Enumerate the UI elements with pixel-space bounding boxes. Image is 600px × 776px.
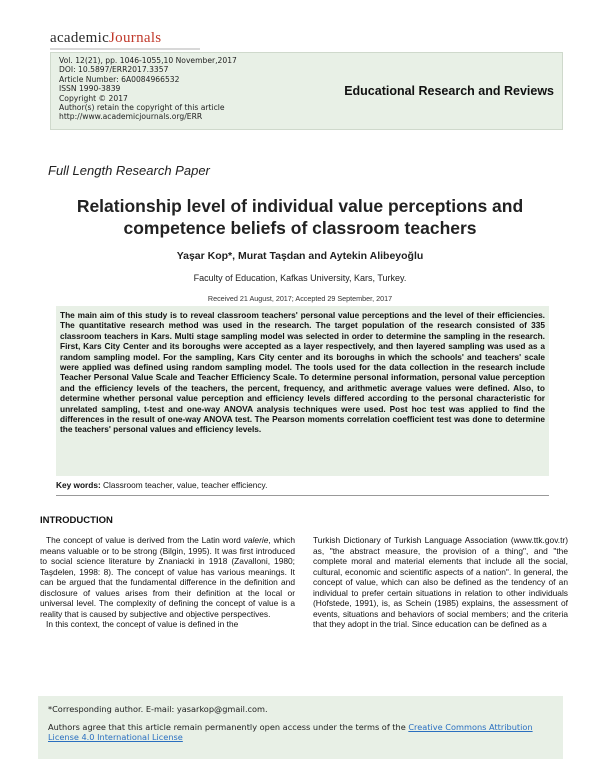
- journal-logo: [50, 30, 161, 47]
- paper-title: Relationship level of individual value perceptions and competence beliefs of classroom teachers: [76, 196, 524, 238]
- meta-rights: Author(s) retain the copyright of this article: [59, 103, 225, 113]
- keywords: [56, 480, 267, 490]
- meta-url[interactable]: http://www.academicjournals.org/ERR: [59, 112, 203, 122]
- logo-prefix: academic: [50, 30, 110, 46]
- intro-p1-italic: valerie: [243, 535, 269, 545]
- meta-article-number: Article Number: 6A0084966532: [59, 74, 180, 84]
- license-notice: [48, 722, 553, 742]
- meta-volume: Vol. 12(21), pp. 1046-1055,10 November,2017: [59, 56, 237, 65]
- corresponding-author: *Corresponding author. E-mail: yasarkop@gmail.com.: [48, 704, 268, 714]
- journal-name: Educational Research and Reviews: [344, 84, 554, 98]
- meta-copyright: Copyright © 2017: [59, 93, 128, 103]
- keywords-divider: [56, 495, 549, 496]
- authors: Yaşar Kop*, Murat Taşdan and Aytekin Alibeyoğlu: [176, 250, 424, 262]
- affiliation: Faculty of Education, Kafkas University, Kars, Turkey.: [193, 273, 407, 283]
- article-meta: [59, 56, 237, 122]
- introduction-heading: INTRODUCTION: [40, 515, 113, 526]
- meta-doi: DOI: 10.5897/ERR2017.3357: [59, 65, 169, 75]
- intro-right-column: [313, 535, 568, 630]
- logo-underline: [50, 48, 200, 50]
- logo-suffix: Journals: [109, 30, 162, 46]
- paper-type: Full Length Research Paper: [48, 163, 210, 178]
- intro-p1-end: , which means valuable or to be strong (Bilgin, 1995). It was first introduced to social science literature by Znaniacki in 1918 (Zavalloni, 1980; Taşdelen, 1998: 8). The concept of value has various meanings. It can be argued that the fundamental difference in the definition and disclosure of values arises from their definition at the local or universal level. The complexity of defining the concept of value is a reality that is caused by subjective and objective perspectives.: [40, 535, 295, 619]
- abstract-text: The main aim of this study is to reveal classroom teachers' personal value perceptions and the level of their efficiencies. The quantitative research method was used in the research. The target population of the research consisted of 335 classroom teachers in Kars. Multi stage sampling model was selected in order to determine the sampling in the research. First, Kars City Center and its boroughs were accepted as a layer respectively, and then layered sampling was used as a random sampling model. For the sampling, Kars City center and its boroughs in which the schools' and teachers' scale were applied was defined using random sampling model. The tools used for the data collection in the research include Teacher Personal Value Scale and Teacher Efficiency Scale. To determine personal information, personal value perception and the efficiency levels of the teachers, the percent, frequency, and arithmetic average values were defined. Also, to determine whether personal value perception and efficiency levels differed according to the personal characteristic for unrelated sampling, t-test and one-way ANOVA analysis techniques were used. Post hoc test was applied to find the differences in the result of one-way ANOVA test. The Pearson moments correlation coefficient test was done to determine the teachers' personal values and efficiency levels.: [60, 310, 545, 435]
- keywords-list: Classroom teacher, value, teacher efficiency.: [103, 480, 268, 490]
- license-text: Authors agree that this article remain permanently open access under the terms of the: [48, 722, 409, 732]
- intro-paragraph-1: [40, 535, 295, 619]
- meta-issn: ISSN 1990-3839: [59, 84, 121, 94]
- abstract-box: [56, 306, 549, 476]
- keywords-label: Key words:: [56, 480, 101, 490]
- license-link[interactable]: Creative Commons Attribution License 4.0 International License: [48, 722, 533, 742]
- journal-header-box: [50, 52, 563, 130]
- received-dates: Received 21 August, 2017; Accepted 29 September, 2017: [207, 294, 393, 303]
- intro-paragraph-2: In this context, the concept of value is defined in the: [46, 619, 239, 629]
- intro-paragraph-3: Turkish Dictionary of Turkish Language Association (www.ttk.gov.tr) as, "the abstract measure, the provision of a thing", and "the complete moral and material elements that include all the social, cultural, economic and scientific aspects of a nation". In general, the concept of value, which can also be defined as the tendency of an individual to prefer certain situations in relation to other individuals (Hofstede, 1991), is, as Schein (1985) explains, the assessment of events, situations and behaviors of social members; and the criteria that they adopt in the trial. Since education can be defined as a: [313, 535, 568, 629]
- intro-left-column: [40, 535, 295, 630]
- footer-box: [38, 696, 563, 759]
- intro-p1-start: The concept of value is derived from the Latin word: [46, 535, 244, 545]
